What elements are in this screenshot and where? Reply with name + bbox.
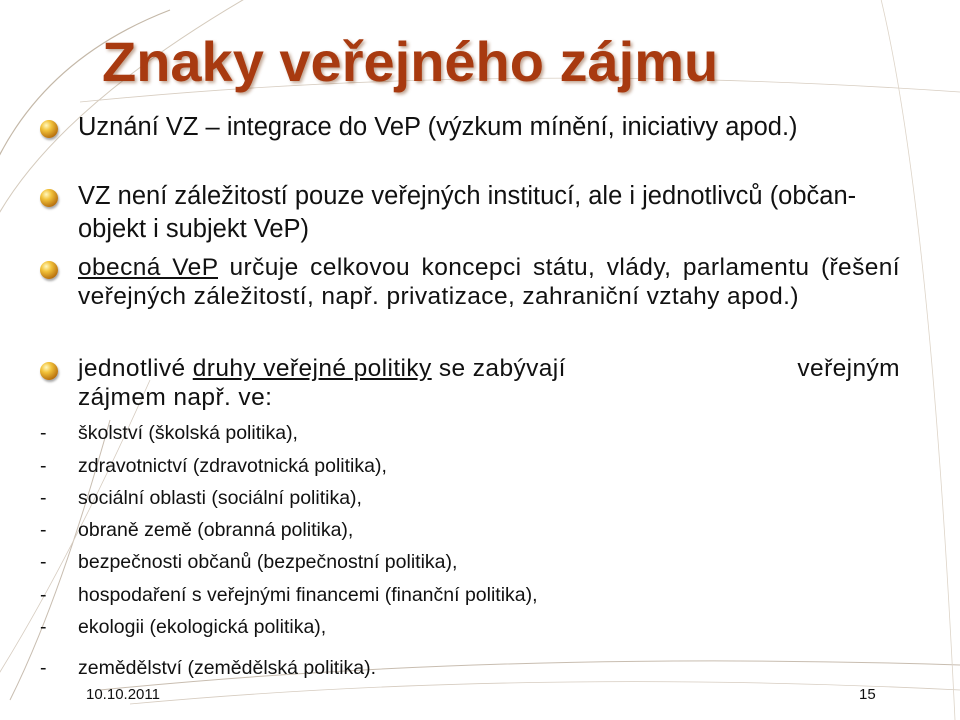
dash-marker: - [40, 551, 47, 573]
bullet-text-rest: určuje celkovou koncepci státu, vlády, parlamentu (řešení veřejných záležitostí, např. privatizace, zahraniční vztahy apod.) [78, 254, 900, 310]
dash-marker: - [40, 616, 47, 638]
dash-marker: - [40, 584, 47, 606]
list-item-text: ekologii (ekologická politika), [78, 616, 327, 638]
bullet-sphere-icon [40, 189, 58, 207]
dash-marker: - [40, 519, 47, 541]
bullet-line [78, 354, 900, 383]
bullet-sphere-icon [40, 362, 58, 380]
list-item [40, 583, 538, 607]
list-item [40, 421, 298, 445]
list-item-text: zemědělství (zemědělská politika). [78, 657, 377, 679]
bullet-line-start [78, 354, 566, 383]
bullet-text: VZ není záležitostí pouze veřejných institucí, ale i jednotlivců (občan- objekt i subjekt VeP) [78, 182, 857, 243]
list-item-text: zdravotnictví (zdravotnická politika), [78, 455, 387, 477]
bullet-sphere-icon [40, 261, 58, 279]
hyperlink-druhy-verejne-politiky[interactable]: druhy veřejné politiky [192, 355, 432, 382]
bullet-sphere-icon [40, 120, 58, 138]
bullet-item [40, 180, 900, 246]
bullet-item [40, 354, 900, 412]
bullet-line-2: zájmem např. ve: [78, 384, 273, 411]
list-item-text: školství (školská politika), [78, 422, 298, 444]
text-segment: se zabývají [431, 355, 566, 382]
dash-marker: - [40, 657, 47, 679]
bullet-text [78, 253, 900, 311]
dash-marker: - [40, 455, 47, 477]
text-segment: veřejným [797, 355, 900, 382]
dash-marker: - [40, 487, 47, 509]
footer-date: 10.10.2011 [86, 686, 160, 703]
list-item [40, 486, 362, 510]
hyperlink-obecna-vep[interactable]: obecná VeP [78, 254, 218, 281]
bullet-item [40, 253, 900, 311]
list-item-text: bezpečnosti občanů (bezpečnostní politika), [78, 551, 458, 573]
list-item [40, 550, 457, 574]
text-segment: jednotlivé [78, 355, 193, 382]
list-item [40, 656, 376, 680]
list-item [40, 518, 353, 542]
bullet-item [40, 111, 900, 144]
bullet-text: Uznání VZ – integrace do VeP (výzkum mínění, iniciativy apod.) [78, 113, 798, 141]
bullet-text [78, 354, 900, 412]
list-item-text: obraně země (obranná politika), [78, 519, 354, 541]
list-item [40, 454, 387, 478]
page-title: Znaky veřejného zájmu [102, 30, 719, 93]
dash-marker: - [40, 422, 47, 444]
slide-number: 15 [859, 686, 876, 703]
list-item-text: hospodaření s veřejnými financemi (finanční politika), [78, 584, 538, 606]
list-item [40, 615, 326, 639]
list-item-text: sociální oblasti (sociální politika), [78, 487, 362, 509]
